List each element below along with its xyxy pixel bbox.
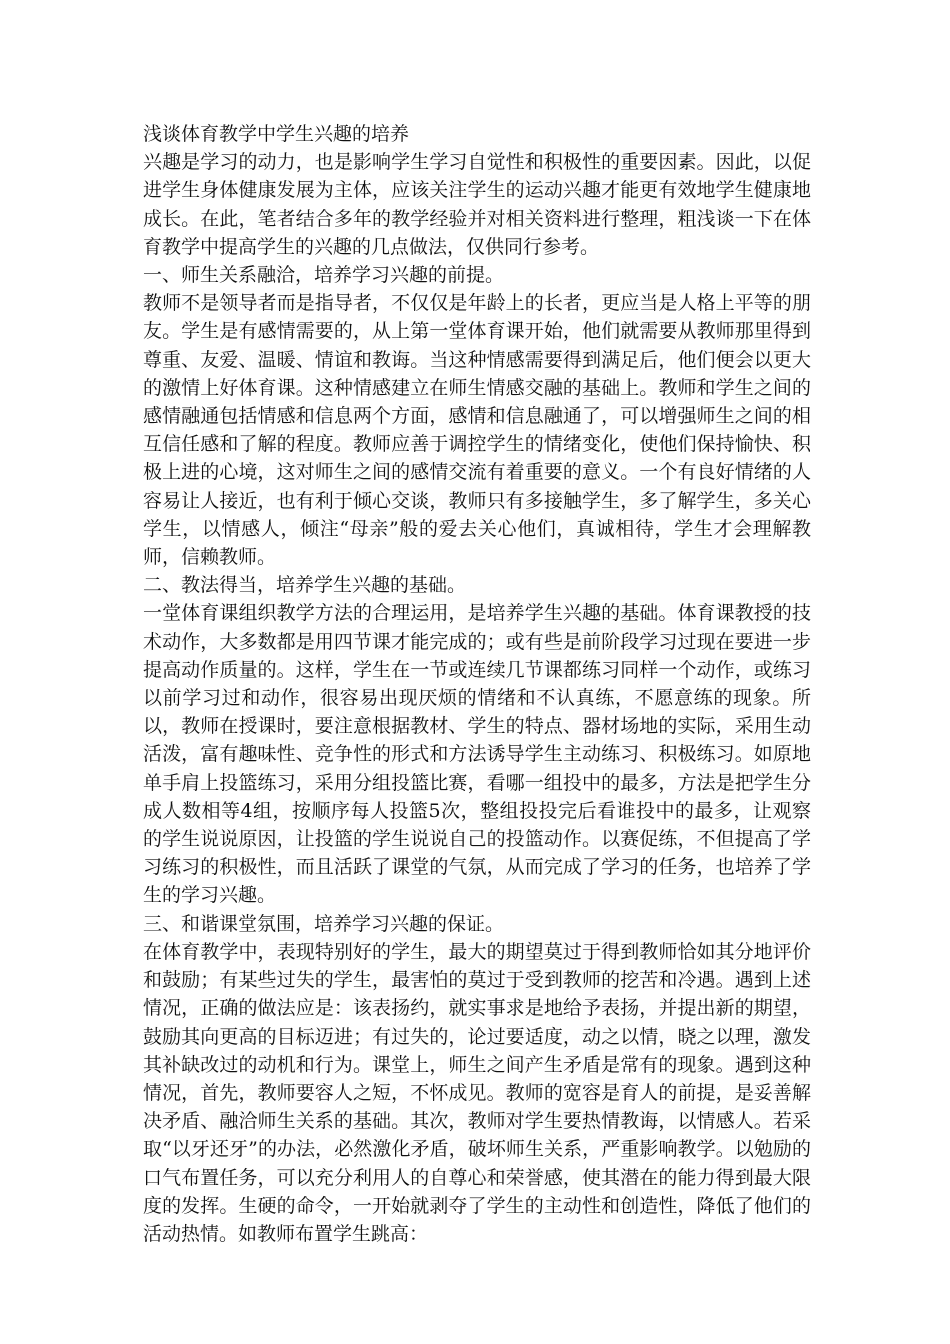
section-heading-1: 一、师生关系融洽，培养学习兴趣的前提。	[143, 264, 505, 287]
section-3-paragraph: 在体育教学中，表现特别好的学生，最大的期望莫过于得到教师恰如其分地评价和鼓励；有某些过失的学生，最害怕的莫过于受到教师的挖苦和冷遇。遇到上述情况，正确的做法应是：该表扬约，就实事求是地给予表扬，并提出新的期望，鼓励其向更高的目标迈进；有过失的，论过要适度，动之以情，晓之以理，激发其补缺改过的动机和行为。课堂上，师生之间产生矛盾是常有的现象。遇到这种情况，首先，教师要容人之短，不怀成见。教师的宽容是育人的前提，是妥善解决矛盾、融洽师生关系的基础。其次，教师对学生要热情教诲，以情感人。若采取“以牙还牙”的办法，必然激化矛盾，破坏师生关系，严重影响教学。以勉励的口气布置任务，可以充分利用人的自尊心和荣誉感，使其潜在的能力得到最大限度的发挥。生硬的命令，一开始就剥夺了学生的主动性和创造性，降低了他们的活动热情。如教师布置学生跳高：	[143, 940, 811, 1245]
intro-paragraph: 兴趣是学习的动力，也是影响学生学习自觉性和积极性的重要因素。因此，以促进学生身体健康发展为主体，应该关注学生的运动兴趣才能更有效地学生健康地成长。在此，笔者结合多年的教学经验并对相关资料进行整理，粗浅谈一下在体育教学中提高学生的兴趣的几点做法，仅供同行参考。	[143, 151, 811, 258]
section-heading-3: 三、和谐课堂氛围，培养学习兴趣的保证。	[143, 912, 505, 935]
document-body	[143, 120, 811, 1248]
section-heading-2: 二、教法得当，培养学生兴趣的基础。	[143, 574, 467, 597]
section-1-paragraph: 教师不是领导者而是指导者，不仅仅是年龄上的长者，更应当是人格上平等的朋友。学生是有感情需要的，从上第一堂体育课开始，他们就需要从教师那里得到尊重、友爱、温暖、情谊和教诲。当这种情感需要得到满足后，他们便会以更大的激情上好体育课。这种情感建立在师生情感交融的基础上。教师和学生之间的感情融通包括情感和信息两个方面，感情和信息融通了，可以增强师生之间的相互信任感和了解的程度。教师应善于调控学生的情绪变化，使他们保持愉快、积极上进的心境，这对师生之间的感情交流有着重要的意义。一个有良好情绪的人容易让人接近，也有利于倾心交谈，教师只有多接触学生，多了解学生，多关心学生，以情感人，倾注“母亲”般的爱去关心他们，真诚相待，学生才会理解教师，信赖教师。	[143, 292, 811, 569]
document-title: 浅谈体育教学中学生兴趣的培养	[143, 123, 410, 145]
section-2-paragraph: 一堂体育课组织教学方法的合理运用，是培养学生兴趣的基础。体育课教授的技术动作，大多数都是用四节课才能完成的；或有些是前阶段学习过现在要进一步提高动作质量的。这样，学生在一节或连续几节课都练习同样一个动作，或练习以前学习过和动作，很容易出现厌烦的情绪和不认真练，不愿意练的现象。所以，教师在授课时，要注意根据教材、学生的特点、器材场地的实际，采用生动活泼，富有趣味性、竞争性的形式和方法诱导学生主动练习、积极练习。如原地单手肩上投篮练习，采用分组投篮比赛，看哪一组投中的最多，方法是把学生分成人数相等4组，按顺序每人投篮5次，整组投投完后看谁投中的最多，让观察的学生说说原因，让投篮的学生说说自己的投篮动作。以赛促练，不但提高了学习练习的积极性，而且活跃了课堂的气氛，从而完成了学习的任务，也培养了学生的学习兴趣。	[143, 602, 811, 907]
